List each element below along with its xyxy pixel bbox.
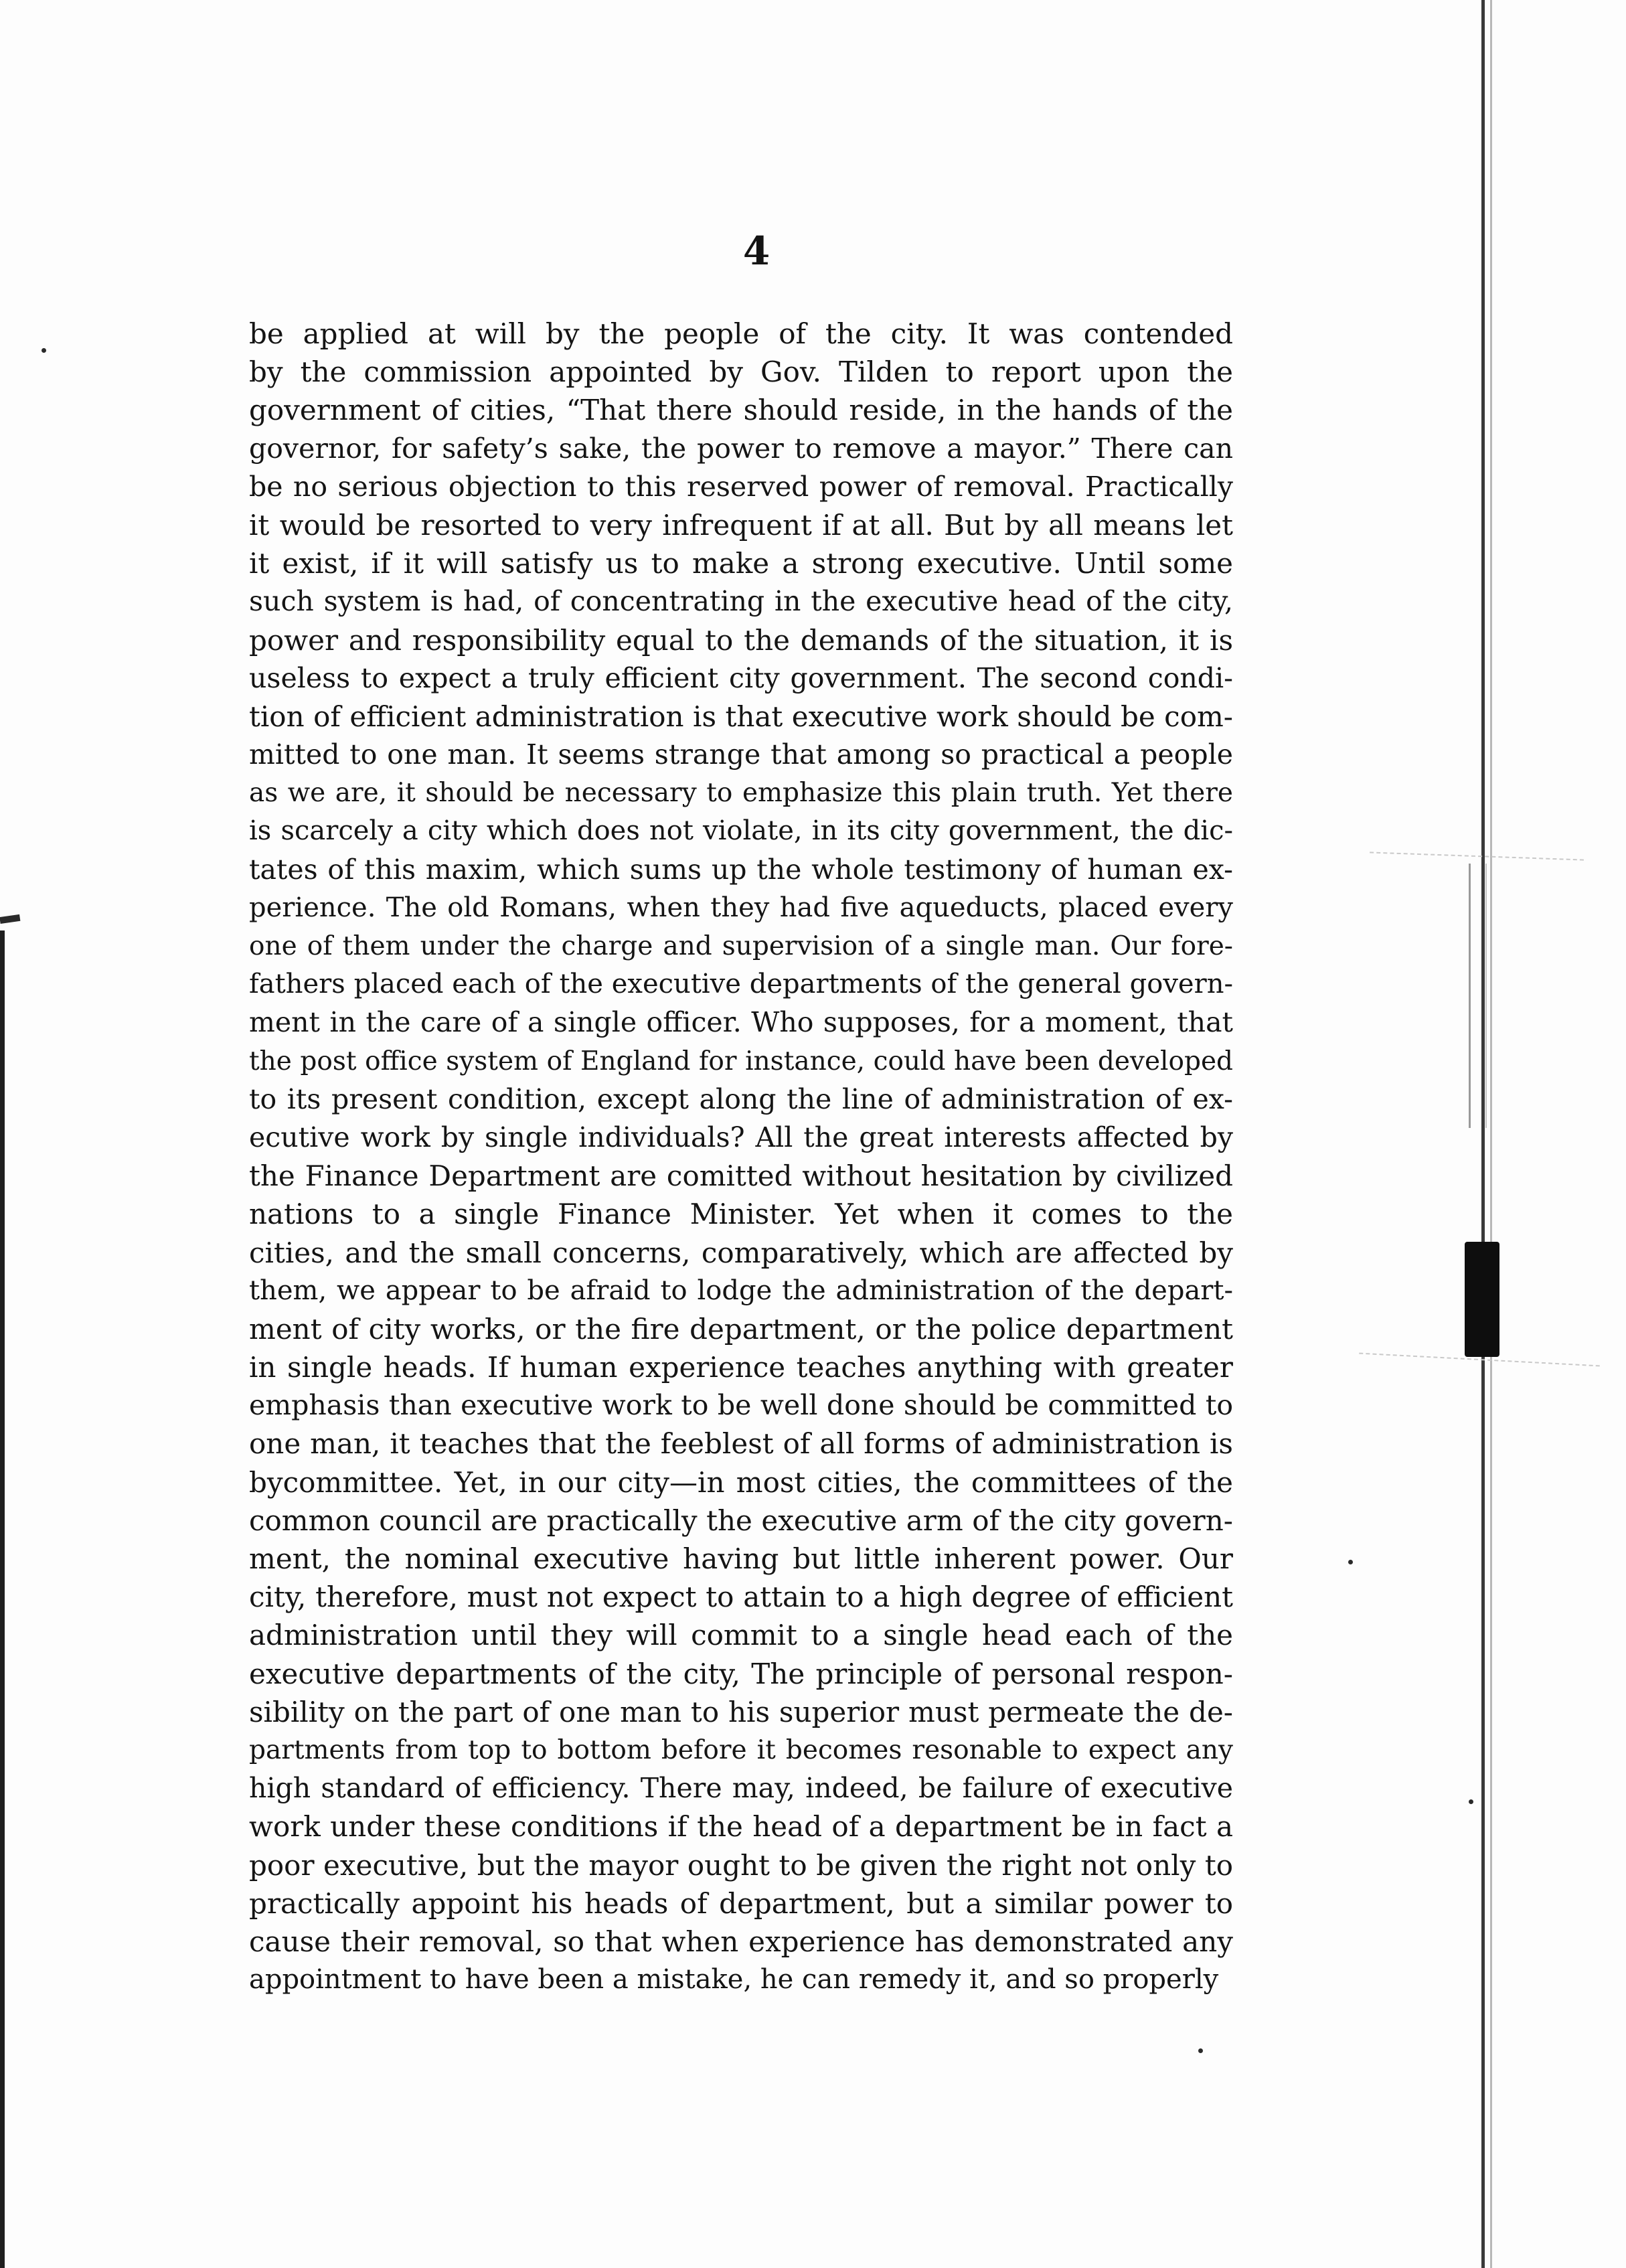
page-number: 4 (742, 228, 770, 274)
dust-speck (42, 348, 46, 353)
dust-speck (1348, 1560, 1353, 1564)
text-line: it exist, if it will satisfy us to make a strong executive. Until some (249, 547, 1233, 580)
text-line: common council are practically the executive arm of the city govern- (249, 1504, 1233, 1537)
text-line: power and responsibility equal to the demands of the situation, it is (249, 623, 1233, 657)
text-line: in single heads. If human experience teaches anything with greater (249, 1351, 1233, 1384)
text-line: ecutive work by single individuals? All the great interests affected by (249, 1121, 1233, 1153)
text-line: bycommittee. Yet, in our city—in most cities, the committees of the (249, 1465, 1233, 1499)
page-edge-right (1481, 0, 1485, 2268)
text-line: work under these conditions if the head of a department be in fact a (249, 1810, 1233, 1844)
text-line: cause their removal, so that when experience has demonstrated any (249, 1925, 1233, 1958)
text-line: perience. The old Romans, when they had five aqueducts, placed every (249, 892, 1233, 923)
text-line: ment, the nominal executive having but little inherent power. Our (249, 1542, 1233, 1575)
text-line: ment in the care of a single officer. Who supposes, for a moment, that (249, 1006, 1233, 1039)
dust-speck (1198, 2048, 1203, 2053)
text-line: governor, for safety’s sake, the power to remove a mayor.” There can (249, 432, 1233, 465)
text-line: as we are, it should be necessary to emphasize this plain truth. Yet there (249, 778, 1233, 809)
text-line: be applied at will by the people of the city. It was contended (249, 317, 1233, 350)
ink-blot (1465, 1242, 1499, 1357)
text-line: appointment to have been a mistake, he can remedy it, and so properly (249, 1964, 1219, 1996)
text-line: is scarcely a city which does not violate, in its city government, the dic- (249, 815, 1233, 847)
text-line: it would be resorted to very infrequent if at all. But by all means let (249, 508, 1233, 542)
text-line: useless to expect a truly efficient city government. The second condi- (249, 661, 1233, 694)
page-edge-right-shadow (1490, 0, 1492, 2268)
body-text (249, 315, 1233, 1999)
text-line: tion of efficient administration is that executive work should be com- (249, 700, 1233, 733)
text-line: one of them under the charge and supervision of a single man. Our fore- (249, 931, 1233, 961)
text-line: emphasis than executive work to be well done should be committed to (249, 1389, 1233, 1422)
text-line: poor executive, but the mayor ought to be given the right not only to (249, 1848, 1233, 1882)
text-line: such system is had, of concentrating in the executive head of the city, (249, 585, 1233, 618)
text-line: be no serious objection to this reserved power of removal. Practically (249, 470, 1233, 503)
text-line: administration until they will commit to a single head each of the (249, 1619, 1233, 1652)
text-line: tates of this maxim, which sums up the whole testimony of human ex- (249, 853, 1233, 886)
text-line: one man, it teaches that the feeblest of all forms of administration is (249, 1427, 1233, 1461)
text-line: fathers placed each of the executive departments of the general govern- (249, 969, 1233, 1000)
page-edge-left (0, 930, 5, 2268)
text-line: the Finance Department are comitted without hesitation by civilized (249, 1159, 1233, 1193)
text-line: the post office system of England for instance, could have been developed (249, 1046, 1233, 1076)
text-line: by the commission appointed by Gov. Tilden to report upon the (249, 355, 1233, 389)
page-edge-left-notch (0, 914, 20, 924)
text-line: mitted to one man. It seems strange that among so practical a people (249, 738, 1233, 771)
text-line: partments from top to bottom before it becomes resonable to expect any (249, 1734, 1233, 1765)
text-line: sibility on the part of one man to his superior must permeate the de- (249, 1695, 1233, 1728)
text-line: government of cities, “That there should reside, in the hands of the (249, 394, 1233, 427)
text-line: nations to a single Finance Minister. Yet when it comes to the (249, 1198, 1233, 1231)
paper-tear (1469, 864, 1487, 1128)
text-line: cities, and the small concerns, comparatively, which are affected by (249, 1236, 1233, 1269)
paper-crease (1370, 852, 1584, 860)
text-line: high standard of efficiency. There may, indeed, be failure of executive (249, 1772, 1233, 1805)
text-line: them, we appear to be afraid to lodge the administration of the depart- (249, 1275, 1233, 1306)
dust-speck (1469, 1799, 1473, 1804)
text-line: to its present condition, except along the line of administration of ex- (249, 1082, 1233, 1115)
text-line: practically appoint his heads of department, but a similar power to (249, 1886, 1233, 1920)
text-line: city, therefore, must not expect to attain to a high degree of efficient (249, 1581, 1233, 1614)
text-line: executive departments of the city, The principle of personal respon- (249, 1657, 1233, 1690)
text-line: ment of city works, or the fire department, or the police department (249, 1312, 1233, 1346)
